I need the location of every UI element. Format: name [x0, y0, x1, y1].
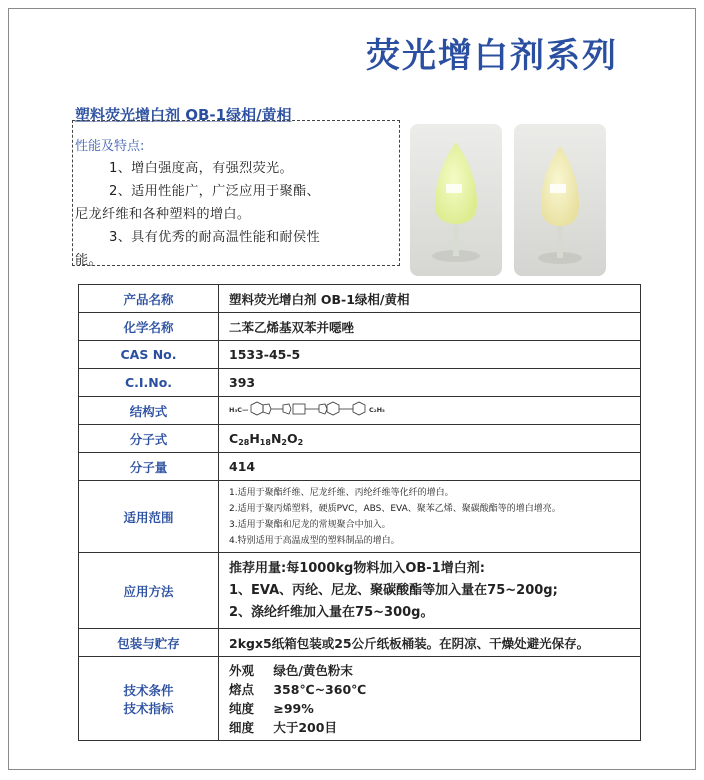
table-row	[79, 397, 641, 425]
scope-item: 4.特别适用于高温成型的塑料制品的增白。	[229, 535, 400, 546]
chemical-name-value: 二苯乙烯基双苯并噁唑	[219, 313, 641, 341]
product-name-label: 产品名称	[79, 285, 219, 313]
table-row	[79, 425, 641, 453]
tech-row: 细度 大于200目	[229, 719, 337, 735]
product-subtitle: 塑料荧光增白剂 OB-1绿相/黄相	[75, 106, 292, 124]
ci-value: 393	[219, 369, 641, 397]
yellow-sample-photo	[514, 124, 606, 276]
features-box	[72, 120, 400, 266]
cas-label: CAS No.	[79, 341, 219, 369]
scope-value	[219, 481, 641, 553]
tech-label-line: 技术条件	[123, 682, 174, 698]
spec-table	[78, 284, 641, 741]
structure-formula-drawing	[219, 397, 641, 425]
features-title: 性能及特点:	[75, 139, 145, 154]
packaging-label: 包装与贮存	[79, 629, 219, 657]
table-row	[79, 285, 641, 313]
green-sample-photo	[410, 124, 502, 276]
table-row	[79, 553, 641, 629]
table-row	[79, 629, 641, 657]
structure-left-group: H₃C—	[229, 406, 249, 414]
mol-weight-value: 414	[219, 453, 641, 481]
formula-label: 分子式	[79, 425, 219, 453]
tech-label	[79, 657, 219, 741]
formula-value: $C_{28}H_{18}N_2O_2$	[219, 425, 641, 453]
tech-row: 熔点 358℃~360℃	[229, 681, 367, 697]
page-title: 荧光增白剂系列	[366, 36, 618, 76]
feature-line: 尼龙纤维和各种塑料的增白。	[75, 207, 251, 222]
cas-value: 1533-45-5	[219, 341, 641, 369]
usage-item: 1、EVA、丙纶、尼龙、聚碳酸酯等加入量在75~200g;	[229, 582, 558, 598]
product-name-value: 塑料荧光增白剂 OB-1绿相/黄相	[219, 285, 641, 313]
usage-item: 2、涤纶纤维加入量在75~300g。	[229, 604, 434, 620]
structure-diagram	[229, 399, 409, 419]
mol-weight-label: 分子量	[79, 453, 219, 481]
packaging-value: 2kgx5纸箱包装或25公斤纸板桶装。在阴凉、干燥处避光保存。	[219, 629, 641, 657]
chemical-name-label: 化学名称	[79, 313, 219, 341]
table-row	[79, 453, 641, 481]
scope-label: 适用范围	[79, 481, 219, 553]
usage-label: 应用方法	[79, 553, 219, 629]
table-row	[79, 341, 641, 369]
usage-value	[219, 553, 641, 629]
structure-label: 结构式	[79, 397, 219, 425]
feature-line: 1、增白强度高，有强烈荧光。	[109, 161, 294, 176]
table-row	[79, 313, 641, 341]
feature-line: 能。	[75, 253, 102, 268]
usage-item: 推荐用量:每1000kg物料加入OB-1增白剂:	[229, 560, 485, 576]
table-row	[79, 657, 641, 741]
scope-item: 2.适用于聚丙烯塑料，硬质PVC，ABS、EVA、聚苯乙烯、聚碳酸酯等的增白增亮。	[229, 503, 561, 514]
table-row	[79, 369, 641, 397]
feature-line: 3、具有优秀的耐高温性能和耐侯性	[109, 230, 321, 245]
tech-row: 外观 绿色/黄色粉末	[229, 662, 353, 678]
scope-item: 3.适用于聚酯和尼龙的常规聚合中加入。	[229, 519, 391, 530]
structure-right-group: C₂H₅	[369, 406, 385, 414]
ci-label: C.I.No.	[79, 369, 219, 397]
feature-line: 2、适用性能广，广泛应用于聚酯、	[109, 184, 321, 199]
tech-value	[219, 657, 641, 741]
tech-label-line: 技术指标	[123, 700, 174, 716]
scope-item: 1.适用于聚酯纤维、尼龙纤维、丙纶纤维等化纤的增白。	[229, 487, 454, 498]
tech-row: 纯度 ≥99%	[229, 700, 314, 716]
table-row	[79, 481, 641, 553]
